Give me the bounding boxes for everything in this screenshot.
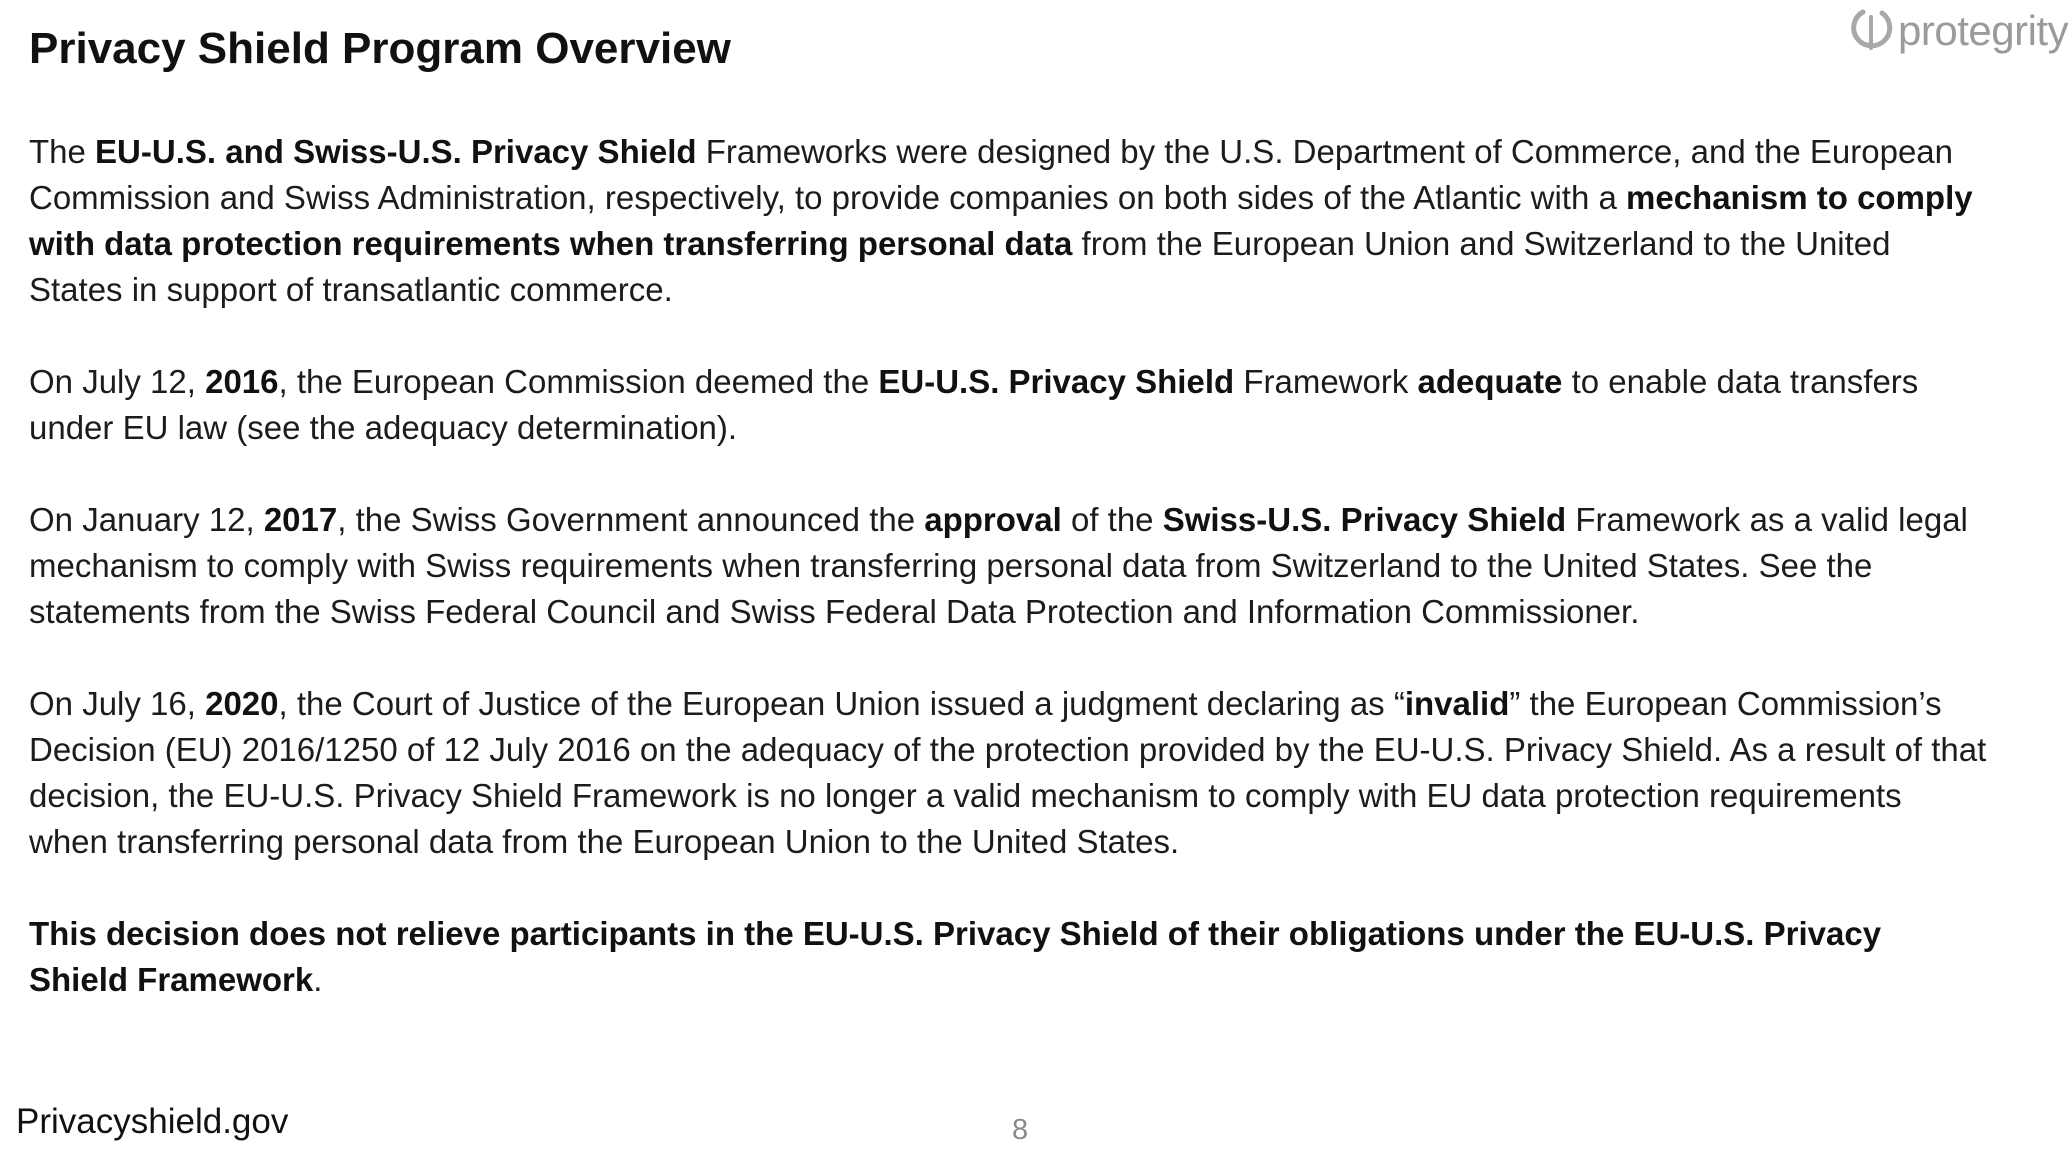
text-segment-bold: approval	[924, 501, 1062, 538]
paragraph-obligations-note	[29, 911, 1989, 1003]
text-segment: On July 12,	[29, 363, 206, 400]
paragraph-2017-swiss-approval	[29, 497, 1989, 635]
text-segment: , the Court of Justice of the European Union issued a judgment declaring as “	[278, 685, 1405, 722]
text-segment: from the European Union and Switzerland to the United States in support of transatlantic commerce.	[29, 225, 1891, 308]
text-segment: Frameworks were designed by the U.S. Department of Commerce, and the European Commission and Swiss Administration, respectively, to provide companies on both sides of the Atlantic with a	[29, 133, 1954, 216]
text-segment-bold: invalid	[1404, 685, 1510, 722]
text-segment-bold: This decision does not relieve participants in the EU-U.S. Privacy Shield of their obligations under the EU-U.S. Privacy Shield Framework	[29, 915, 1882, 998]
text-segment: On January 12,	[29, 501, 264, 538]
text-segment: to enable data transfers under EU law (see the adequacy determination).	[29, 363, 1919, 446]
paragraph-2016-adequacy	[29, 359, 1989, 451]
text-segment: On July 16,	[29, 685, 206, 722]
page-number: 8	[1012, 1114, 1029, 1146]
protegrity-logo	[1846, 4, 2068, 58]
text-segment-bold: Swiss-U.S. Privacy Shield	[1162, 501, 1567, 538]
paragraph-2020-invalidation	[29, 681, 1989, 865]
text-segment-bold: EU-U.S. and Swiss-U.S. Privacy Shield	[95, 133, 697, 170]
paragraph-framework-intro	[29, 129, 1989, 313]
text-segment: The	[29, 133, 96, 170]
source-citation: Privacyshield.gov	[16, 1102, 289, 1141]
text-segment: Framework	[1234, 363, 1418, 400]
text-segment-bold: 2017	[263, 501, 338, 538]
protegrity-logo-icon	[1846, 4, 1896, 58]
text-segment-bold: mechanism to comply with data protection requirements when transferring personal data	[29, 179, 1973, 262]
text-segment-bold: 2020	[205, 685, 279, 722]
text-segment: Framework as a valid legal mechanism to comply with Swiss requirements when transferring personal data from Switzerland to the United States. See the statements from the Swiss Federal Council and Swiss Federal Data Protection and Information Commissioner.	[29, 501, 1968, 630]
text-segment-bold: 2016	[205, 363, 279, 400]
text-segment: .	[313, 961, 323, 998]
logo-wordmark: protegrity	[1898, 7, 2068, 54]
text-segment: , the European Commission deemed the	[278, 363, 879, 400]
text-segment: , the Swiss Government announced the	[337, 501, 925, 538]
text-segment-bold: EU-U.S. Privacy Shield	[878, 363, 1235, 400]
slide-title: Privacy Shield Program Overview	[29, 24, 731, 73]
slide-body	[29, 129, 1989, 1049]
text-segment: ” the European Commission’s Decision (EU) 2016/1250 of 12 July 2016 on the adequacy of the protection provided by the EU-U.S. Privacy Shield. As a result of that decision, the EU-U.S. Privacy Shield Framework is no longer a valid mechanism to comply with EU data protection requirements when transferring personal data from the European Union to the United States.	[29, 685, 1987, 860]
text-segment: of the	[1061, 501, 1163, 538]
text-segment-bold: adequate	[1417, 363, 1563, 400]
